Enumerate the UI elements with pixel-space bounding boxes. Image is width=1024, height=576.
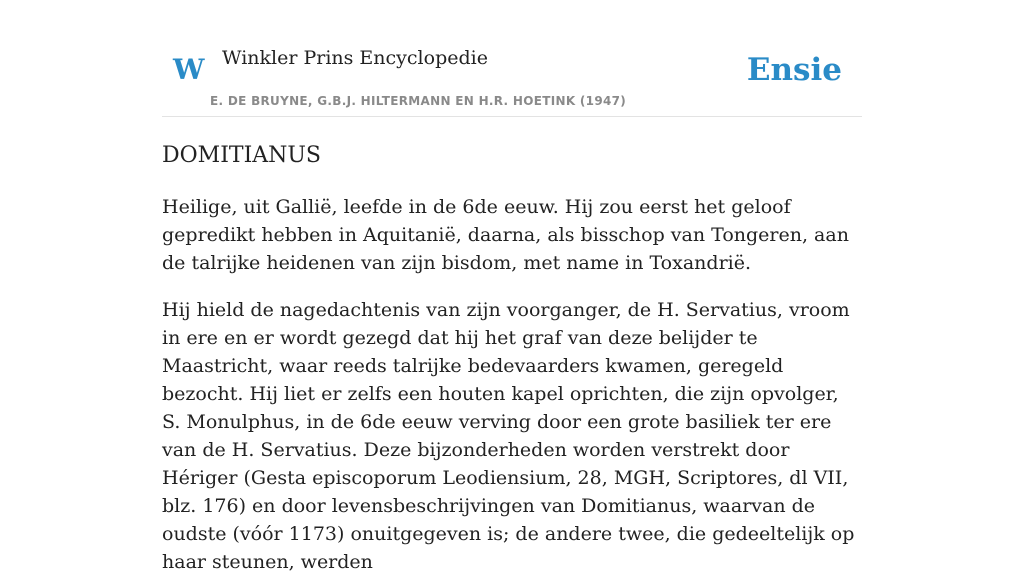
source-authors: E. DE BRUYNE, G.B.J. HILTERMANN EN H.R. HOETINK (1947) [210, 94, 627, 108]
winkler-prins-logo-icon[interactable]: W [173, 53, 205, 86]
source-header [162, 0, 862, 117]
source-title-link[interactable]: Winkler Prins Encyclopedie [222, 47, 488, 69]
article-paragraph: Hij hield de nagedachtenis van zijn voorganger, de H. Servatius, vroom in ere en er wordt gezegd dat hij het graf van deze belijder te Maastricht, waar reeds talrijke bedevaarders kwamen, geregeld bezocht. Hij liet er zelfs een houten kapel oprichten, die zijn opvolger, S. Monulphus, in de 6de eeuw verving door een grote basiliek ter ere van de H. Servatius. Deze bijzonderheden worden verstrekt door Hériger (Gesta episcoporum Leodiensium, 28, MGH, Scriptores, dl VII, blz. 176) en door levensbeschrijvingen van Domitianus, waarvan de oudste (vóór 1173) onuitgegeven is; de andere twee, die gedeeltelijk op haar steunen, werden [162, 299, 855, 573]
article-body [162, 193, 862, 576]
article-paragraph: Heilige, uit Gallië, leefde in de 6de eeuw. Hij zou eerst het geloof gepredikt hebben in Aquitanië, daarna, als bisschop van Tongeren, aan de talrijke heidenen van zijn bisdom, met name in Toxandrië. [162, 196, 849, 274]
page [162, 0, 862, 576]
ensie-brand-logo[interactable]: Ensie [746, 52, 842, 88]
article-title: DOMITIANUS [162, 143, 322, 168]
